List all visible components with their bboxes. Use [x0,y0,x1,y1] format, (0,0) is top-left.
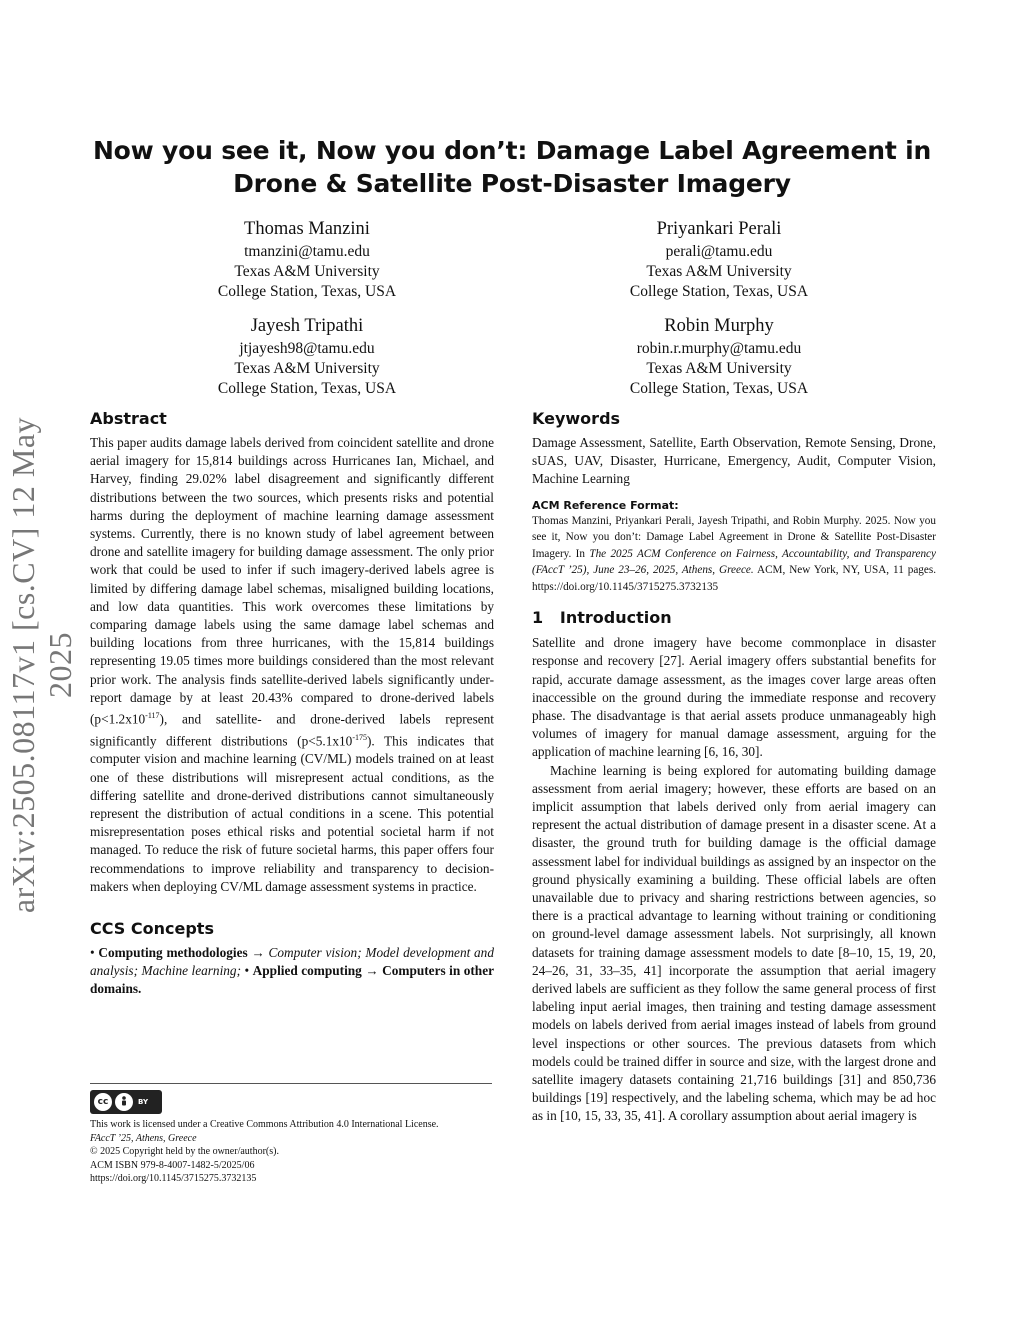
abstract-text-part: ), and satellite- and drone-derived labels represent significantly different distributions (p<5.1x10 [90,711,494,749]
copyright-line: © 2025 Copyright held by the owner/author(s). [90,1146,279,1157]
arrow: → [251,944,265,960]
intro-heading [532,607,936,629]
author-name: Thomas Manzini [244,219,370,239]
author-affiliation: Texas A&M University [234,263,380,280]
intro-paragraph-1: Satellite and drone imagery have become commonplace in disaster response and recovery [27]. Aerial imagery offers substantial benefits for rapid, accurate damage assessment, as the images cover large areas often inaccessible on the ground during the immediate response and recovery phase. The disadvantage is that aerial assets produce unmanageably high volumes of imagery for manual damage assessment, arguing for the application of machine learning [6, 16, 30]. [532,635,936,760]
title-line-1: Now you see it, Now you don’t: Damage Label Agreement in [92,136,932,165]
author-block [554,313,884,399]
ccs-category: Applied computing [252,963,362,979]
arxiv-identifier: arXiv:2505.08117v1 [cs.CV] 12 May 2025 [5,416,78,914]
exponent: -117 [145,711,160,721]
author-location: College Station, Texas, USA [217,283,397,300]
bullet: • [244,963,250,979]
author-email: robin.r.murphy@tamu.edu [636,340,802,357]
by-label: BY [138,1098,149,1106]
abstract-heading: Abstract [90,409,167,428]
acm-ref-part: ACM, New York, NY, USA, 11 pages. https://doi.org/10.1145/3715275.3732135 [532,564,936,593]
author-block [142,313,472,399]
author-email: tmanzini@tamu.edu [244,243,370,260]
author-affiliation: Texas A&M University [646,263,792,280]
keywords-heading: Keywords [532,409,621,428]
ccs-category: Computing methodologies [98,944,248,960]
abstract-text-part: ). This indicates that computer vision and machine learning (CV/ML) models trained on at least one of these distributions will misrepresent actual conditions, as the differing satellite and drone-derived distributions cannot simultaneously represent the distribution of actual conditions in a scene. This potential misrepresentation poses ethical risks and potential societal harm if not managed. To reduce the risk of future societal harms, this paper offers four recommendations to improve reliability and transparency to decision-makers when deploying CV/ML damage assessment systems in practice. [90,733,494,894]
ccs-heading: CCS Concepts [90,918,214,938]
license-footnote [90,1118,500,1186]
author-email: jtjayesh98@tamu.edu [239,340,375,357]
author-affiliation: Texas A&M University [234,360,380,377]
section-number: 1 [532,608,544,628]
title-line-2: Drone & Satellite Post-Disaster Imagery [233,169,791,198]
arrow: → [365,963,379,979]
author-location: College Station, Texas, USA [217,380,397,397]
footnote-rule [90,1083,492,1084]
left-column [90,408,494,999]
author-email: perali@tamu.edu [665,243,773,260]
author-name: Jayesh Tripathi [250,316,364,336]
intro-paragraph-2: Machine learning is being explored for automating building damage assessment from aerial imagery; however, these efforts are based on an implicit assumption that labels derived only from aerial imagery can represent the actual distribution of damage present in a disaster scene. At a disaster, the ground truth for building damage is the official damage assessment label for individual buildings as assigned by an inspector on the ground physically examining a building. These official labels are often unavailable due to privacy and sharing restrictions between agencies, so there is a practical advantage to learning without training or conditioning on ground-level damage assessment labels. Not surprisingly, all known datasets for training damage assessment models to date [8–10, 15, 19, 20, 24–26, 31, 33–35, 41] incorporate the assumption that aerial imagery derived labels are sufficient as they follow the same general process of first labeling input aerial images, then training and testing damage assessment models on labels derived from aerial images instead of labels from ground level inspections or other sources. The previous datasets from which models could be trained differ in source and size, with the largest drone and satellite imagery datasets containing 21,716 buildings [31] and 850,736 buildings [19] respectively, and the labeling schema, which may be ad hoc as in [10, 15, 33, 35, 41]. A corollary assumption about aerial imagery is [532,762,936,1124]
acm-ref-text [532,513,936,596]
section-title: Introduction [559,608,672,628]
author-location: College Station, Texas, USA [629,283,809,300]
exponent: -175 [352,732,367,742]
person-icon [115,1093,133,1111]
abstract-text [90,434,494,896]
keywords-text: Damage Assessment, Satellite, Earth Observation, Remote Sensing, Drone, sUAS, UAV, Disaster, Hurricane, Emergency, Audit, Computer Vision, Machine Learning [532,435,936,487]
author-block [142,216,472,302]
paper-title [60,134,964,200]
license-line: This work is licensed under a Creative Commons Attribution 4.0 International License. [90,1119,439,1130]
ccs-items: Computers in other domains. [90,963,494,997]
isbn-line: ACM ISBN 979-8-4007-1482-5/2025/06 [90,1159,255,1171]
doi-link[interactable]: https://doi.org/10.1145/3715275.3732135 [90,1173,257,1184]
ccs-text [90,944,494,999]
author-name: Priyankari Perali [656,219,782,239]
author-name: Robin Murphy [664,316,774,336]
abstract-text-part: This paper audits damage labels derived from coincident satellite and drone aerial imagery for 15,814 buildings across Hurricanes Ian, Michael, and Harvey, finding 29.02% label disagreement and significantly different distributions between the two sources, which presents risks and potential harms during the deployment of machine learning damage assessment systems. Currently, there is no known study of label agreement between drone and satellite imagery for building damage assessment. The only prior work that could be used to infer if such imagery-derived labels agree is limited by differing damage label schemas, misaligned building locations, and low data quantities. This work overcomes these limitations by comparing damage labels using the same damage label schemas and building locations from three hurricanes, with the 15,814 buildings representing 19.05 times more buildings considered than the most relevant prior work. The analysis finds satellite-derived labels significantly under-report damage by at least 20.43% compared to drone-derived labels (p<1.2x10 [90,435,494,727]
author-block [554,216,884,302]
right-column [532,408,936,1126]
acm-ref-heading: ACM Reference Format: [532,498,679,512]
ccs-items: Computer vision; Model development and analysis; Machine learning; [90,944,494,979]
cc-icon: cc [94,1093,112,1111]
venue-line: FAccT ’25, Athens, Greece [90,1132,197,1144]
bullet: • [90,944,95,960]
acm-ref-venue: The 2025 ACM Conference on Fairness, Accountability, and Transparency (FAccT ’25), June 23–26, 2025, Athens, Greece. [532,547,936,577]
author-location: College Station, Texas, USA [629,380,809,397]
author-affiliation: Texas A&M University [646,360,792,377]
acm-ref-part: Thomas Manzini, Priyankari Perali, Jayesh Tripathi, and Robin Murphy. 2025. Now you see it, Now you don’t: Damage Label Agreement in Drone & Satellite Post-Disaster Imagery. In [532,514,936,560]
cc-by-badge[interactable] [90,1090,162,1114]
